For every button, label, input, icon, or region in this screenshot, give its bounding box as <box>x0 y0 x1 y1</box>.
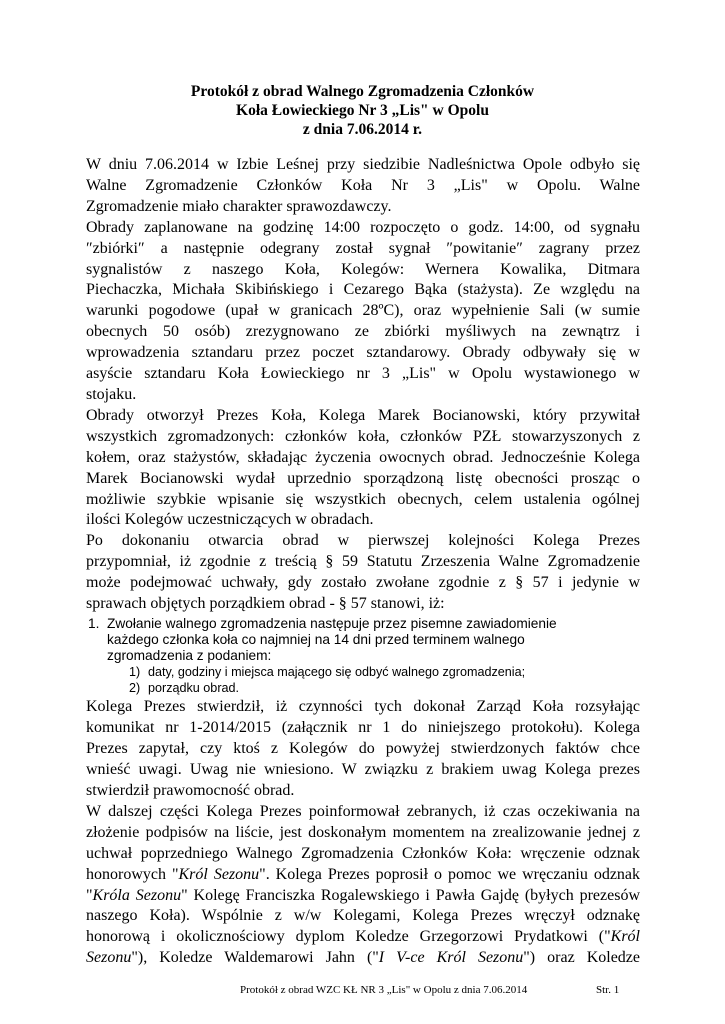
text-line: Prezes zapytał, czy ktoś z Kolegów do powyżej stwierdzonych faktów chce <box>86 740 640 758</box>
text-line: zgromadzenia z podaniem: <box>107 648 272 664</box>
text-line: sprawach objętych porządkiem obrad - § 57 stanowi, iż: <box>86 595 445 613</box>
text-fragment: honorowych " <box>86 865 179 883</box>
document-body <box>86 155 640 969</box>
text-line: warunki pogodowe (upał w granicach 28ºC), oraz wypełnienie Sali (w sumie <box>86 302 640 320</box>
text-line <box>86 948 640 969</box>
title-line-1: Protokół z obrad Walnego Zgromadzenia Członków <box>190 83 535 100</box>
text-line: Marek Bocianowski wydał uprzednio sporządzoną listę obecności prosząc o <box>86 469 640 487</box>
text-line <box>86 886 640 907</box>
text-fragment: "), Koledze Waldemarowi Jahn (" <box>131 949 379 967</box>
paragraph-1 <box>86 155 640 218</box>
italic-text: Króla Sezonu <box>92 886 182 904</box>
text-fragment: ". Kolega Prezes poprosił o pomoc we wręczaniu odznak <box>259 865 641 883</box>
text-line: wszystkich zgromadzonych: członków koła, członków PZŁ stowarzyszonych z <box>86 427 640 445</box>
text-line: kołem, oraz stażystów, składając życzenia owocnych obrad. Jednocześnie Kolega <box>86 448 640 466</box>
text-line: może podejmować uchwały, gdy zostało zwołane zgodnie z § 57 i jedynie w <box>86 574 640 592</box>
text-line <box>86 927 640 948</box>
list-subitem-number: 1) <box>129 665 141 680</box>
text-line: asyście sztandaru Koła Łowieckiego nr 3 „Lis" w Opolu wystawionego w <box>86 365 640 383</box>
text-line: każdego członka koła co najmniej na 14 dni przed terminem walnego <box>107 632 525 648</box>
paragraph-4 <box>86 531 640 615</box>
text-line: W dalszej części Kolega Prezes poinformował zebranych, iż czas oczekiwania na <box>86 802 640 820</box>
title-line-2: Koła Łowieckiego Nr 3 „Lis" w Opolu <box>236 102 489 119</box>
italic-text: Król Sezonu <box>178 865 260 883</box>
text-line: Piechaczka, Michała Skibińskiego i Cezarego Bąka (stażysta). Ze względu na <box>86 281 640 299</box>
text-line: wnieść uwagi. Uwag nie wniesiono. W związku z brakiem uwag Kolega prezes <box>86 761 640 779</box>
list-subitem-text: porządku obrad. <box>148 681 240 696</box>
italic-text: Sezonu <box>86 949 132 967</box>
text-line: stojaku. <box>86 385 137 403</box>
text-line: Po dokonaniu otwarcia obrad w pierwszej kolejności Kolega Prezes <box>86 532 640 550</box>
text-line: uchwał poprzedniego Walnego Zgromadzenia Członków Koła: wręczenie odznak <box>86 844 640 862</box>
paragraph-5 <box>86 697 640 802</box>
paragraph-3 <box>86 406 640 531</box>
page-number: Str. 1 <box>596 984 620 996</box>
text-line: przypomniał, iż zgodnie z treścią § 59 Statutu Zrzeszenia Walne Zgromadzenie <box>86 553 640 571</box>
text-line: W dniu 7.06.2014 w Izbie Leśnej przy siedzibie Nadleśnictwa Opole odbyło się <box>86 156 640 173</box>
text-line: Zwołanie walnego zgromadzenia następuje przez pisemne zawiadomienie <box>107 615 557 631</box>
text-fragment: ") oraz Koledze <box>523 949 640 967</box>
text-line: sygnalistów z naszego Koła, Kolegów: Wernera Kowalika, Ditmara <box>86 260 640 278</box>
text-line: komunikat nr 1-2014/2015 (załącznik nr 1 do niniejszego protokołu). Kolega <box>86 719 640 737</box>
text-fragment: " Kolegę Franciszka Rogalewskiego i Pawła Gajdę (byłych prezesów <box>181 886 641 904</box>
text-line: Walne Zgromadzenie Członków Koła Nr 3 „Lis" w Opolu. Walne <box>86 176 640 194</box>
list-item <box>86 616 640 664</box>
text-line: Zgromadzenie miało charakter sprawozdawczy. <box>86 197 392 215</box>
statute-quote-list <box>86 616 640 696</box>
text-line: możliwie szybkie wpisanie się wszystkich obecnych, celem ustalenia ogólnej <box>86 490 640 508</box>
page-footer <box>240 983 660 997</box>
list-subitem-number: 2) <box>129 681 141 696</box>
text-line: złożenie podpisów na liście, jest doskonałym momentem na zrealizowanie jednej z <box>86 823 640 841</box>
title-line-3: z dnia 7.06.2014 r. <box>302 121 423 138</box>
list-subitem <box>86 680 640 696</box>
italic-text: I V-ce Król Sezonu <box>378 949 524 967</box>
text-line: Kolega Prezes stwierdził, iż czynności tych dokonał Zarząd Koła rozsyłając <box>86 698 640 716</box>
text-line <box>86 865 640 886</box>
text-fragment: honorową i okolicznościowy dyplom Koledze Grzegorzowi Prydatkowi (" <box>86 928 611 946</box>
text-line: obecnych 50 osób) zrezygnowano ze zbiórki myśliwych na zewnątrz i <box>86 323 640 341</box>
list-subitem-text: daty, godziny i miejsca mającego się odbyć walnego zgromadzenia; <box>148 665 526 680</box>
list-item-number: 1. <box>88 615 100 631</box>
list-subitem <box>86 664 640 680</box>
text-line: wprowadzenia sztandaru przez poczet sztandarowy. Obrady odbywały się w <box>86 344 640 362</box>
text-line: Obrady zaplanowane na godzinę 14:00 rozpoczęto o godz. 14:00, od sygnału <box>86 218 640 236</box>
footer-text: Protokół z obrad WZC KŁ NR 3 „Lis" w Opolu z dnia 7.06.2014 <box>240 984 528 996</box>
document-title <box>0 82 725 139</box>
paragraph-6 <box>86 802 640 969</box>
text-line: ilości Kolegów uczestniczących w obradach. <box>86 511 374 529</box>
paragraph-2 <box>86 218 640 406</box>
list-item-text <box>107 616 640 664</box>
text-line: stwierdził prawomocność obrad. <box>86 782 295 800</box>
text-line: ″zbiórki″ a następnie odegrany został sygnał ″powitanie″ zagrany przez <box>86 239 640 257</box>
italic-text: Król <box>610 928 640 946</box>
text-line: Obrady otworzył Prezes Koła, Kolega Marek Bocianowski, który przywitał <box>86 406 640 424</box>
text-line: naszego Koła). Wspólnie z w/w Kolegami, Kolega Prezes wręczył odznakę <box>86 907 640 925</box>
text-fragment: " <box>86 886 93 904</box>
